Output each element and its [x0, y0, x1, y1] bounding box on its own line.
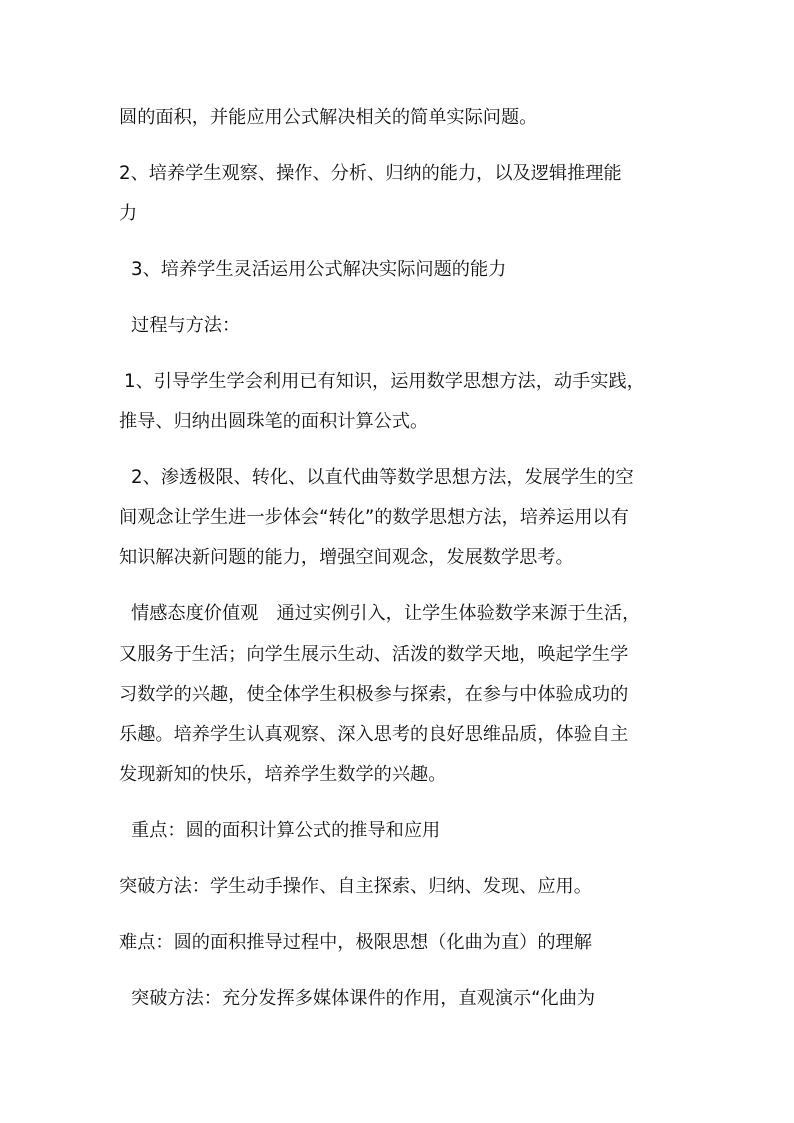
text-line: 习数学的兴趣，使全体学生积极参与探索，在参与中体验成功的 [119, 684, 629, 705]
text-line: 1、引导学生学会利用已有知识，运用数学思想方法，动手实践， [124, 371, 645, 392]
difficulty-line: 难点：圆的面积推导过程中，极限思想（化曲为直）的理解 [119, 932, 592, 953]
text-line: 力 [119, 203, 138, 224]
text-line: 乐趣。培养学生认真观察、深入思考的良好思维品质，体验自主 [119, 724, 629, 745]
text-line: 3、培养学生灵活运用公式解决实际问题的能力 [131, 259, 507, 280]
text-line: 2、渗透极限、转化、以直代曲等数学思想方法，发展学生的空 [131, 467, 634, 488]
key-point-line: 重点：圆的面积计算公式的推导和应用 [131, 820, 441, 841]
text-line: 圆的面积，并能应用公式解决相关的简单实际问题。 [119, 107, 538, 128]
section-heading: 过程与方法： [131, 315, 241, 336]
text-line: 突破方法：学生动手操作、自主探索、归纳、发现、应用。 [119, 876, 592, 897]
text-line: 突破方法：充分发挥多媒体课件的作用，直观演示“化曲为 [131, 988, 596, 1009]
text-line: 发现新知的快乐，培养学生数学的兴趣。 [119, 764, 447, 785]
text-line: 推导、归纳出圆珠笔的面积计算公式。 [119, 411, 429, 432]
text-line: 又服务于生活；向学生展示生动、活泼的数学天地，唤起学生学 [119, 644, 629, 665]
text-line: 情感态度价值观 通过实例引入，让学生体验数学来源于生活， [131, 603, 641, 624]
text-line: 知识解决新问题的能力，增强空间观念，发展数学思考。 [119, 547, 574, 568]
text-line: 2、培养学生观察、操作、分析、归纳的能力，以及逻辑推理能 [119, 163, 622, 184]
text-line: 间观念让学生进一步体会“转化”的数学思想方法，培养运用以有 [119, 507, 629, 528]
